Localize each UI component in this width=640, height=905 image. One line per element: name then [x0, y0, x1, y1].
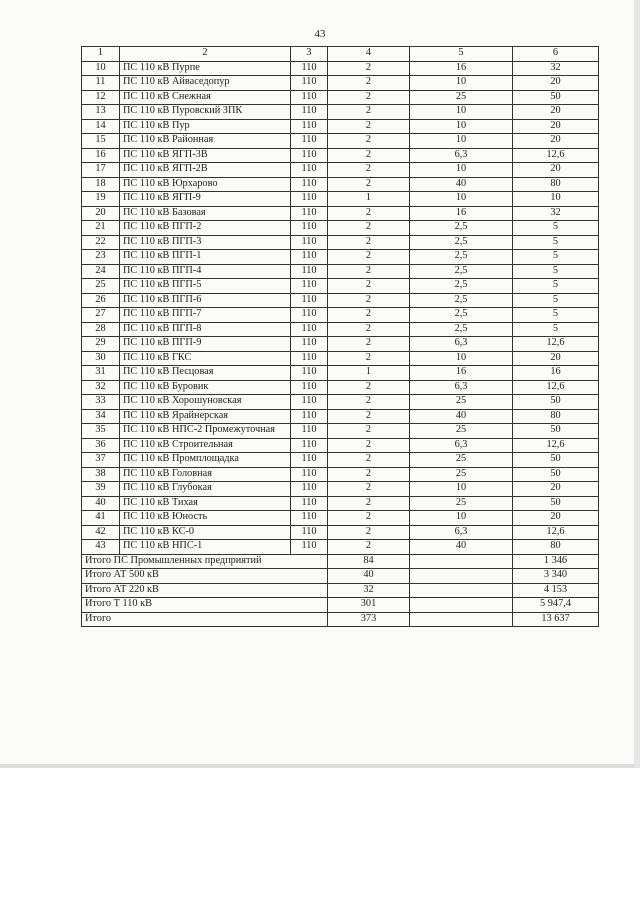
total-power-cell: 20 [513, 163, 599, 178]
table-row [82, 250, 599, 265]
table-row [82, 148, 599, 163]
row-number-cell: 12 [82, 90, 120, 105]
voltage-cell: 110 [291, 105, 328, 120]
empty-cell [410, 583, 513, 598]
row-number-cell: 15 [82, 134, 120, 149]
transformer-count-cell: 2 [328, 467, 410, 482]
transformer-count-cell: 2 [328, 90, 410, 105]
total-power-cell: 80 [513, 409, 599, 424]
row-number-cell: 19 [82, 192, 120, 207]
transformer-count-cell: 2 [328, 221, 410, 236]
empty-cell [410, 554, 513, 569]
table-row [82, 119, 599, 134]
total-power-cell: 80 [513, 540, 599, 555]
row-number-cell: 33 [82, 395, 120, 410]
transformer-count-cell: 2 [328, 250, 410, 265]
table-row [82, 322, 599, 337]
row-number-cell: 20 [82, 206, 120, 221]
substation-name-cell: ПС 110 кВ ГКС [120, 351, 291, 366]
substation-name-cell: ПС 110 кВ Юность [120, 511, 291, 526]
unit-power-cell: 10 [410, 351, 513, 366]
substation-name-cell: ПС 110 кВ ЯГП-3В [120, 148, 291, 163]
total-power-cell: 20 [513, 351, 599, 366]
table-row [82, 264, 599, 279]
table-row [82, 235, 599, 250]
substation-name-cell: ПС 110 кВ Глубокая [120, 482, 291, 497]
voltage-cell: 110 [291, 192, 328, 207]
total-label-cell: Итого АТ 220 кВ [82, 583, 328, 598]
voltage-cell: 110 [291, 221, 328, 236]
unit-power-cell: 2,5 [410, 308, 513, 323]
unit-power-cell: 40 [410, 409, 513, 424]
table-row [82, 395, 599, 410]
unit-power-cell: 2,5 [410, 322, 513, 337]
total-row [82, 598, 599, 613]
substation-name-cell: ПС 110 кВ Хорошуновская [120, 395, 291, 410]
table-row [82, 76, 599, 91]
total-count-cell: 301 [328, 598, 410, 613]
table-row [82, 467, 599, 482]
unit-power-cell: 10 [410, 105, 513, 120]
total-power-cell: 5 [513, 293, 599, 308]
voltage-cell: 110 [291, 250, 328, 265]
voltage-cell: 110 [291, 206, 328, 221]
table-row [82, 511, 599, 526]
voltage-cell: 110 [291, 366, 328, 381]
voltage-cell: 110 [291, 540, 328, 555]
row-number-cell: 28 [82, 322, 120, 337]
table-row [82, 496, 599, 511]
transformer-count-cell: 2 [328, 424, 410, 439]
row-number-cell: 11 [82, 76, 120, 91]
transformer-count-cell: 2 [328, 438, 410, 453]
voltage-cell: 110 [291, 496, 328, 511]
total-power-cell: 20 [513, 134, 599, 149]
total-power-cell: 12,6 [513, 337, 599, 352]
voltage-cell: 110 [291, 148, 328, 163]
total-power-cell: 20 [513, 482, 599, 497]
voltage-cell: 110 [291, 177, 328, 192]
substation-name-cell: ПС 110 кВ Пур [120, 119, 291, 134]
transformer-count-cell: 2 [328, 395, 410, 410]
header-cell-6: 6 [513, 47, 599, 62]
transformer-count-cell: 2 [328, 61, 410, 76]
total-power-cell: 50 [513, 90, 599, 105]
transformer-count-cell: 2 [328, 163, 410, 178]
total-power-cell: 12,6 [513, 148, 599, 163]
total-power-cell: 10 [513, 192, 599, 207]
substation-name-cell: ПС 110 кВ ПГП-7 [120, 308, 291, 323]
transformer-count-cell: 2 [328, 351, 410, 366]
row-number-cell: 16 [82, 148, 120, 163]
unit-power-cell: 6,3 [410, 380, 513, 395]
transformer-count-cell: 2 [328, 308, 410, 323]
unit-power-cell: 10 [410, 134, 513, 149]
transformer-count-cell: 2 [328, 482, 410, 497]
unit-power-cell: 10 [410, 76, 513, 91]
row-number-cell: 18 [82, 177, 120, 192]
row-number-cell: 38 [82, 467, 120, 482]
unit-power-cell: 25 [410, 467, 513, 482]
total-label-cell: Итого ПС Промышленных предприятий [82, 554, 328, 569]
substation-name-cell: ПС 110 кВ КС-0 [120, 525, 291, 540]
voltage-cell: 110 [291, 438, 328, 453]
transformer-count-cell: 2 [328, 293, 410, 308]
voltage-cell: 110 [291, 61, 328, 76]
substation-name-cell: ПС 110 кВ Строительная [120, 438, 291, 453]
substation-name-cell: ПС 110 кВ Пурпе [120, 61, 291, 76]
transformer-count-cell: 2 [328, 264, 410, 279]
table-row [82, 337, 599, 352]
total-power-cell: 3 340 [513, 569, 599, 584]
substation-name-cell: ПС 110 кВ ПГП-6 [120, 293, 291, 308]
total-power-cell: 13 637 [513, 612, 599, 627]
substation-name-cell: ПС 110 кВ Ярайнерская [120, 409, 291, 424]
substation-name-cell: ПС 110 кВ ПГП-8 [120, 322, 291, 337]
substation-name-cell: ПС 110 кВ ПГП-2 [120, 221, 291, 236]
total-count-cell: 373 [328, 612, 410, 627]
table-row [82, 308, 599, 323]
table-row [82, 279, 599, 294]
total-row [82, 569, 599, 584]
table-row [82, 424, 599, 439]
total-power-cell: 50 [513, 467, 599, 482]
total-power-cell: 16 [513, 366, 599, 381]
unit-power-cell: 2,5 [410, 264, 513, 279]
unit-power-cell: 2,5 [410, 279, 513, 294]
total-power-cell: 12,6 [513, 380, 599, 395]
transformer-count-cell: 2 [328, 540, 410, 555]
row-number-cell: 27 [82, 308, 120, 323]
total-power-cell: 50 [513, 424, 599, 439]
voltage-cell: 110 [291, 453, 328, 468]
total-power-cell: 20 [513, 76, 599, 91]
total-count-cell: 84 [328, 554, 410, 569]
substation-name-cell: ПС 110 кВ Юрхарово [120, 177, 291, 192]
table-header-row [82, 47, 599, 62]
unit-power-cell: 6,3 [410, 148, 513, 163]
unit-power-cell: 10 [410, 192, 513, 207]
row-number-cell: 42 [82, 525, 120, 540]
total-power-cell: 5 [513, 308, 599, 323]
transformer-count-cell: 2 [328, 148, 410, 163]
table-row [82, 540, 599, 555]
total-power-cell: 5 [513, 221, 599, 236]
transformer-count-cell: 2 [328, 380, 410, 395]
row-number-cell: 34 [82, 409, 120, 424]
table-row [82, 163, 599, 178]
unit-power-cell: 25 [410, 496, 513, 511]
row-number-cell: 22 [82, 235, 120, 250]
row-number-cell: 31 [82, 366, 120, 381]
total-power-cell: 4 153 [513, 583, 599, 598]
voltage-cell: 110 [291, 90, 328, 105]
substation-name-cell: ПС 110 кВ НПС-1 [120, 540, 291, 555]
row-number-cell: 14 [82, 119, 120, 134]
substation-name-cell: ПС 110 кВ Айваседопур [120, 76, 291, 91]
unit-power-cell: 25 [410, 424, 513, 439]
transformer-count-cell: 2 [328, 453, 410, 468]
row-number-cell: 24 [82, 264, 120, 279]
voltage-cell: 110 [291, 511, 328, 526]
transformer-count-cell: 2 [328, 206, 410, 221]
unit-power-cell: 40 [410, 177, 513, 192]
substation-name-cell: ПС 110 кВ Песцовая [120, 366, 291, 381]
row-number-cell: 32 [82, 380, 120, 395]
total-power-cell: 5 [513, 279, 599, 294]
unit-power-cell: 16 [410, 61, 513, 76]
total-power-cell: 32 [513, 206, 599, 221]
unit-power-cell: 6,3 [410, 525, 513, 540]
substation-name-cell: ПС 110 кВ ПГП-5 [120, 279, 291, 294]
row-number-cell: 30 [82, 351, 120, 366]
table-row [82, 438, 599, 453]
total-row [82, 612, 599, 627]
substation-name-cell: ПС 110 кВ Тихая [120, 496, 291, 511]
transformer-count-cell: 2 [328, 105, 410, 120]
total-count-cell: 32 [328, 583, 410, 598]
voltage-cell: 110 [291, 337, 328, 352]
total-power-cell: 32 [513, 61, 599, 76]
transformer-count-cell: 2 [328, 496, 410, 511]
table-row [82, 366, 599, 381]
unit-power-cell: 40 [410, 540, 513, 555]
voltage-cell: 110 [291, 322, 328, 337]
total-row [82, 554, 599, 569]
unit-power-cell: 2,5 [410, 221, 513, 236]
row-number-cell: 13 [82, 105, 120, 120]
table-row [82, 177, 599, 192]
row-number-cell: 40 [82, 496, 120, 511]
total-label-cell: Итого [82, 612, 328, 627]
substation-name-cell: ПС 110 кВ ПГП-1 [120, 250, 291, 265]
substation-name-cell: ПС 110 кВ Снежная [120, 90, 291, 105]
row-number-cell: 23 [82, 250, 120, 265]
transformer-count-cell: 2 [328, 409, 410, 424]
row-number-cell: 21 [82, 221, 120, 236]
substation-name-cell: ПС 110 кВ ПГП-9 [120, 337, 291, 352]
substation-name-cell: ПС 110 кВ Базовая [120, 206, 291, 221]
substation-name-cell: ПС 110 кВ ПГП-3 [120, 235, 291, 250]
total-label-cell: Итого Т 110 кВ [82, 598, 328, 613]
voltage-cell: 110 [291, 76, 328, 91]
total-power-cell: 20 [513, 119, 599, 134]
voltage-cell: 110 [291, 467, 328, 482]
substation-name-cell: ПС 110 кВ ЯГП-9 [120, 192, 291, 207]
empty-cell [410, 598, 513, 613]
total-power-cell: 5 [513, 264, 599, 279]
voltage-cell: 110 [291, 293, 328, 308]
voltage-cell: 110 [291, 279, 328, 294]
transformer-count-cell: 1 [328, 192, 410, 207]
header-cell-3: 3 [291, 47, 328, 62]
total-row [82, 583, 599, 598]
table-row [82, 206, 599, 221]
substation-name-cell: ПС 110 кВ Пуровский ЗПК [120, 105, 291, 120]
transformer-count-cell: 2 [328, 119, 410, 134]
unit-power-cell: 16 [410, 206, 513, 221]
transformer-count-cell: 2 [328, 134, 410, 149]
voltage-cell: 110 [291, 308, 328, 323]
voltage-cell: 110 [291, 525, 328, 540]
total-power-cell: 50 [513, 395, 599, 410]
table-row [82, 221, 599, 236]
voltage-cell: 110 [291, 482, 328, 497]
transformer-count-cell: 2 [328, 235, 410, 250]
row-number-cell: 35 [82, 424, 120, 439]
table-row [82, 105, 599, 120]
voltage-cell: 110 [291, 395, 328, 410]
unit-power-cell: 25 [410, 453, 513, 468]
table-row [82, 409, 599, 424]
total-power-cell: 5 [513, 322, 599, 337]
voltage-cell: 110 [291, 351, 328, 366]
transformer-count-cell: 2 [328, 337, 410, 352]
table-row [82, 482, 599, 497]
substation-name-cell: ПС 110 кВ Районная [120, 134, 291, 149]
total-power-cell: 5 [513, 235, 599, 250]
row-number-cell: 26 [82, 293, 120, 308]
total-power-cell: 5 947,4 [513, 598, 599, 613]
total-power-cell: 12,6 [513, 525, 599, 540]
table-row [82, 293, 599, 308]
header-cell-1: 1 [82, 47, 120, 62]
unit-power-cell: 10 [410, 511, 513, 526]
total-power-cell: 12,6 [513, 438, 599, 453]
substation-name-cell: ПС 110 кВ Головная [120, 467, 291, 482]
total-power-cell: 50 [513, 453, 599, 468]
row-number-cell: 17 [82, 163, 120, 178]
substation-name-cell: ПС 110 кВ ЯГП-2В [120, 163, 291, 178]
unit-power-cell: 10 [410, 119, 513, 134]
total-power-cell: 5 [513, 250, 599, 265]
voltage-cell: 110 [291, 264, 328, 279]
row-number-cell: 41 [82, 511, 120, 526]
table-row [82, 134, 599, 149]
transformer-count-cell: 2 [328, 322, 410, 337]
transformer-count-cell: 2 [328, 279, 410, 294]
total-power-cell: 80 [513, 177, 599, 192]
table-row [82, 380, 599, 395]
unit-power-cell: 2,5 [410, 293, 513, 308]
voltage-cell: 110 [291, 380, 328, 395]
voltage-cell: 110 [291, 424, 328, 439]
transformer-count-cell: 2 [328, 76, 410, 91]
table-row [82, 192, 599, 207]
empty-cell [410, 569, 513, 584]
substation-name-cell: ПС 110 кВ ПГП-4 [120, 264, 291, 279]
header-cell-4: 4 [328, 47, 410, 62]
table-row [82, 453, 599, 468]
unit-power-cell: 16 [410, 366, 513, 381]
row-number-cell: 29 [82, 337, 120, 352]
substation-name-cell: ПС 110 кВ Промплощадка [120, 453, 291, 468]
unit-power-cell: 6,3 [410, 438, 513, 453]
unit-power-cell: 2,5 [410, 250, 513, 265]
voltage-cell: 110 [291, 163, 328, 178]
table-row [82, 351, 599, 366]
unit-power-cell: 25 [410, 395, 513, 410]
empty-cell [410, 612, 513, 627]
voltage-cell: 110 [291, 134, 328, 149]
unit-power-cell: 6,3 [410, 337, 513, 352]
transformer-count-cell: 2 [328, 177, 410, 192]
header-cell-2: 2 [120, 47, 291, 62]
transformer-count-cell: 2 [328, 525, 410, 540]
voltage-cell: 110 [291, 235, 328, 250]
unit-power-cell: 10 [410, 163, 513, 178]
voltage-cell: 110 [291, 119, 328, 134]
table-row [82, 525, 599, 540]
substation-name-cell: ПС 110 кВ НПС-2 Промежуточная [120, 424, 291, 439]
total-power-cell: 20 [513, 511, 599, 526]
row-number-cell: 43 [82, 540, 120, 555]
row-number-cell: 10 [82, 61, 120, 76]
total-count-cell: 40 [328, 569, 410, 584]
total-power-cell: 1 346 [513, 554, 599, 569]
header-cell-5: 5 [410, 47, 513, 62]
unit-power-cell: 25 [410, 90, 513, 105]
total-label-cell: Итого АТ 500 кВ [82, 569, 328, 584]
row-number-cell: 36 [82, 438, 120, 453]
substation-name-cell: ПС 110 кВ Буровик [120, 380, 291, 395]
unit-power-cell: 2,5 [410, 235, 513, 250]
voltage-cell: 110 [291, 409, 328, 424]
transformer-count-cell: 1 [328, 366, 410, 381]
table-row [82, 90, 599, 105]
row-number-cell: 39 [82, 482, 120, 497]
row-number-cell: 25 [82, 279, 120, 294]
total-power-cell: 50 [513, 496, 599, 511]
substations-table [81, 46, 599, 627]
total-power-cell: 20 [513, 105, 599, 120]
table-row [82, 61, 599, 76]
transformer-count-cell: 2 [328, 511, 410, 526]
unit-power-cell: 10 [410, 482, 513, 497]
page-number: 43 [314, 28, 326, 40]
row-number-cell: 37 [82, 453, 120, 468]
